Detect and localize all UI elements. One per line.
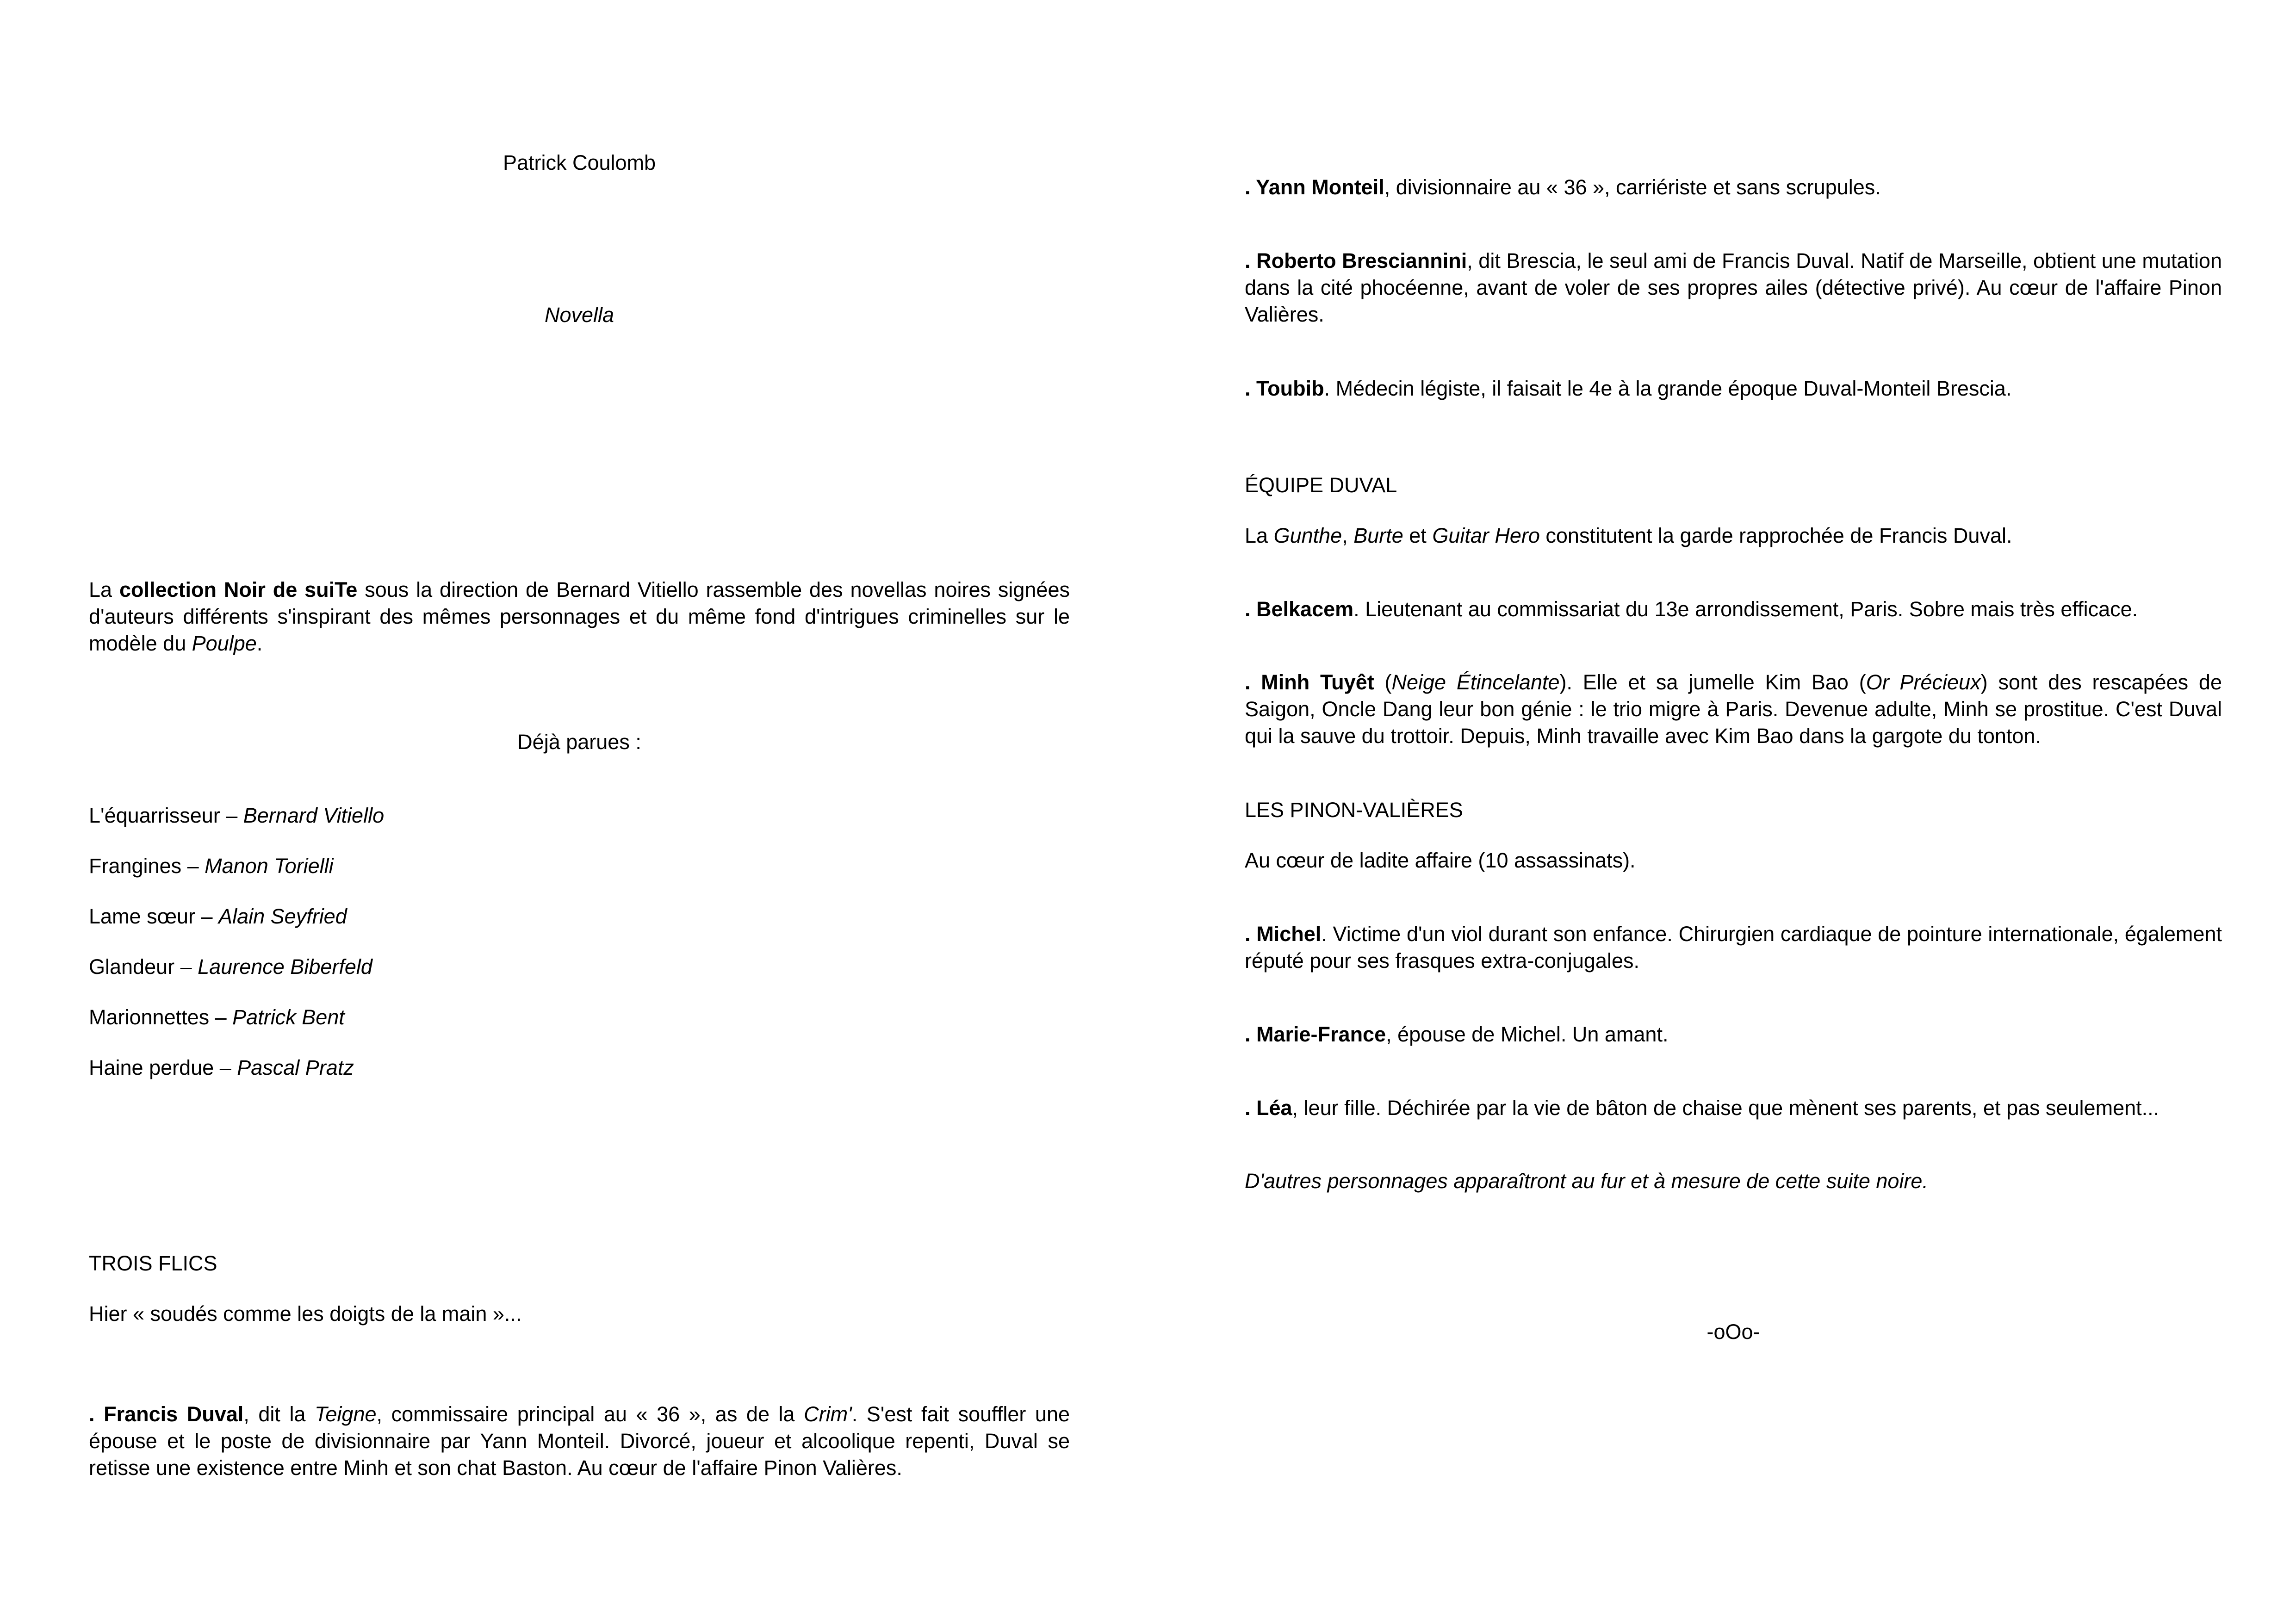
genre-text: Novella — [544, 303, 614, 327]
toubib-paragraph — [1245, 375, 2222, 402]
brescia-name: . Roberto Bresciannini — [1245, 249, 1467, 273]
pinon-valieres-heading: LES PINON-VALIÈRES — [1245, 798, 1463, 822]
minh-text: ). Elle et sa jumelle Kim Bao ( — [1559, 670, 1866, 694]
duval-paragraph — [89, 1401, 1070, 1481]
book-title: Lame sœur – — [89, 904, 219, 928]
belkacem-name: . Belkacem — [1245, 597, 1354, 621]
affaire-line: Au cœur de ladite affaire (10 assassinats). — [1245, 849, 1636, 872]
book-title: Frangines – — [89, 854, 205, 878]
book-author: Pascal Pratz — [237, 1056, 354, 1079]
duval-text: , dit la — [243, 1402, 315, 1426]
marie-france-paragraph — [1245, 1021, 2222, 1048]
genre-label — [89, 302, 1070, 328]
marie-france-name: . Marie-France — [1245, 1022, 1386, 1046]
autres-personnages-line — [1245, 1168, 2222, 1195]
garde-name: Gunthe — [1273, 524, 1342, 547]
book-item — [89, 954, 1070, 980]
collection-pre: La — [89, 578, 119, 601]
collection-paragraph — [89, 576, 1070, 657]
monteil-text: , divisionnaire au « 36 », carriériste et sans scrupules. — [1384, 175, 1881, 199]
autres-personnages-text: D'autres personnages apparaîtront au fur et à mesure de cette suite noire. — [1245, 1169, 1928, 1193]
book-author: Patrick Bent — [232, 1005, 345, 1029]
book-title: L'équarrisseur – — [89, 804, 243, 827]
book-item — [89, 903, 1070, 930]
toubib-name: . Toubib — [1245, 377, 1324, 400]
kimbao-nickname: Or Précieux — [1866, 670, 1981, 694]
brescia-paragraph — [1245, 248, 2222, 328]
garde-text: La — [1245, 524, 1274, 547]
author-name: Patrick Coulomb — [503, 151, 656, 174]
trois-flics-heading: TROIS FLICS — [89, 1251, 217, 1275]
lea-text: , leur fille. Déchirée par la vie de bâton de chaise que mènent ses parents, et pas seulement... — [1292, 1096, 2159, 1120]
toubib-text: . Médecin légiste, il faisait le 4e à la grande époque Duval-Monteil Brescia. — [1324, 377, 2012, 400]
book-author: Alain Seyfried — [218, 904, 347, 928]
book-item — [89, 802, 1070, 829]
deja-parues-heading: Déjà parues : — [517, 730, 641, 754]
end-ornament: -oOo- — [1706, 1320, 1760, 1344]
book-item — [89, 853, 1070, 880]
garde-name: Burte — [1353, 524, 1403, 547]
collection-name: collection Noir de suiTe — [119, 578, 358, 601]
book-author: Bernard Vitiello — [243, 804, 385, 827]
minh-text: ) sont des rescapées de Saigon, Oncle Dang leur bon génie : le trio migre à Paris. Devenue adulte, Minh se prostitue. C'est Duval qui la sauve du trottoir. Depuis, Minh travaille avec Kim Bao dans la gargote du tonton. — [1245, 670, 2222, 748]
book-item — [89, 1054, 1070, 1081]
book-title: Glandeur – — [89, 955, 198, 979]
collection-mid: sous la direction de Bernard Vitiello rassemble des novellas noires signées d'auteurs différents s'inspirant des mêmes personnages et du même fond d'intrigues criminelles sur le modèle du — [89, 578, 1070, 655]
belkacem-paragraph — [1245, 596, 2222, 623]
book-author: Laurence Biberfeld — [198, 955, 372, 979]
michel-text: . Victime d'un viol durant son enfance. Chirurgien cardiaque de pointure internationale, également réputé pour ses frasques extra-conjugales. — [1245, 922, 2222, 973]
duval-crim: Crim' — [804, 1402, 852, 1426]
garde-text: et — [1403, 524, 1433, 547]
marie-france-text: , épouse de Michel. Un amant. — [1386, 1022, 1669, 1046]
brescia-text: , dit Brescia, le seul ami de Francis Duval. Natif de Marseille, obtient une mutation dans la cité phocéenne, avant de voler de ses propres ailes (détective privé). Au cœur de l'affaire Pinon Valières. — [1245, 249, 2222, 326]
michel-paragraph — [1245, 921, 2222, 974]
minh-name: . Minh Tuyêt — [1245, 670, 1374, 694]
book-author: Manon Torielli — [205, 854, 334, 878]
book-title: Haine perdue – — [89, 1056, 237, 1079]
monteil-paragraph — [1245, 174, 2222, 201]
lea-paragraph — [1245, 1095, 2222, 1121]
garde-text: , — [1342, 524, 1354, 547]
collection-post: . — [256, 632, 263, 655]
minh-nickname: Neige Étincelante — [1391, 670, 1560, 694]
garde-text: constitutent la garde rapprochée de Francis Duval. — [1539, 524, 2012, 547]
minh-text: ( — [1374, 670, 1392, 694]
duval-text: , commissaire principal au « 36 », as de la — [376, 1402, 804, 1426]
duval-nickname: Teigne — [315, 1402, 377, 1426]
equipe-duval-heading: ÉQUIPE DUVAL — [1245, 473, 1397, 497]
michel-name: . Michel — [1245, 922, 1322, 946]
collection-model: Poulpe — [192, 632, 257, 655]
book-item — [89, 1004, 1070, 1031]
book-title: Marionnettes – — [89, 1005, 233, 1029]
duval-name: . Francis Duval — [89, 1402, 244, 1426]
lea-name: . Léa — [1245, 1096, 1292, 1120]
minh-paragraph — [1245, 669, 2222, 750]
garde-paragraph — [1245, 522, 2222, 549]
garde-name: Guitar Hero — [1432, 524, 1540, 547]
hier-line: Hier « soudés comme les doigts de la main »... — [89, 1302, 522, 1326]
belkacem-text: . Lieutenant au commissariat du 13e arrondissement, Paris. Sobre mais très efficace. — [1353, 597, 2138, 621]
monteil-name: . Yann Monteil — [1245, 175, 1384, 199]
duval-text: . S'est fait souffler une épouse et le poste de divisionnaire par Yann Monteil. Divorcé, joueur et alcoolique repenti, Duval se retisse une existence entre Minh et son chat Baston. Au cœur de l'affaire Pinon Valières. — [89, 1402, 1070, 1480]
